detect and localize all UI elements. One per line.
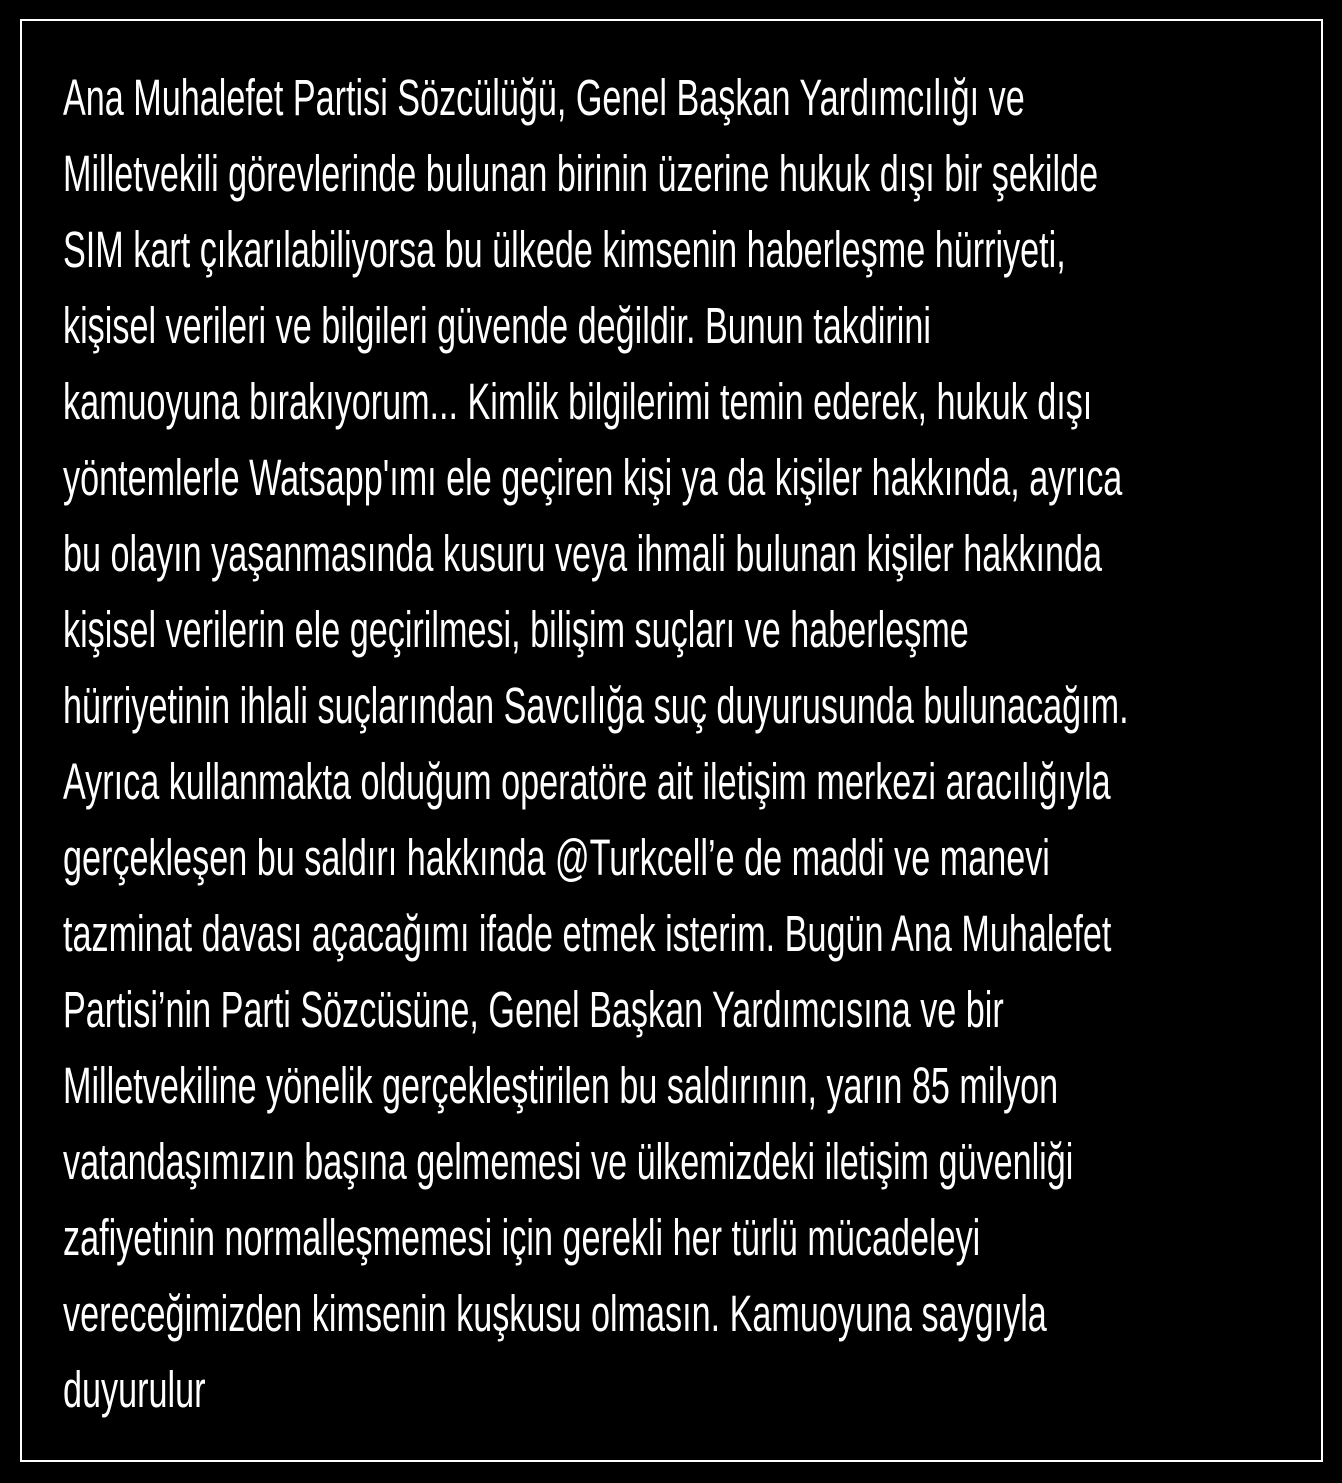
statement-line: Milletvekiline yönelik gerçekleştirilen bu saldırının, yarın 85 milyon [63,1057,1059,1114]
statement-line: bu olayın yaşanmasında kusuru veya ihmali bulunan kişiler hakkında [63,525,1102,582]
statement-line: Ana Muhalefet Partisi Sözcülüğü, Genel Başkan Yardımcılığı ve [63,69,1025,126]
statement-line: Milletvekili görevlerinde bulunan birinin üzerine hukuk dışı bir şekilde [63,145,1099,202]
statement-line: kişisel verilerin ele geçirilmesi, bilişim suçları ve haberleşme [63,601,969,658]
statement-line: vatandaşımızın başına gelmemesi ve ülkemizdeki iletişim güvenliği [63,1133,1074,1190]
statement-line: gerçekleşen bu saldırı hakkında @Turkcell’e de maddi ve manevi [63,829,1050,886]
statement-line: yöntemlerle Watsapp'ımı ele geçiren kişi ya da kişiler hakkında, ayrıca [63,449,1123,506]
statement-line: kişisel verileri ve bilgileri güvende değildir. Bunun takdirini [63,297,931,354]
statement-line: kamuoyuna bırakıyorum... Kimlik bilgilerimi temin ederek, hukuk dışı [63,373,1093,430]
statement-line: zafiyetinin normalleşmemesi için gerekli her türlü mücadeleyi [63,1209,981,1266]
statement-line: Partisi’nin Parti Sözcüsüne, Genel Başkan Yardımcısına ve bir [63,981,1004,1038]
statement-line: SIM kart çıkarılabiliyorsa bu ülkede kimsenin haberleşme hürriyeti, [63,221,1066,278]
statement-line: duyurulur [63,1361,206,1418]
statement-line: hürriyetinin ihlali suçlarından Savcılığa suç duyurusunda bulunacağım. [63,677,1129,734]
statement-text-block [63,60,1342,1428]
statement-line: vereceğimizden kimsenin kuşkusu olmasın. Kamuoyuna saygıyla [63,1285,1047,1342]
statement-line: tazminat davası açacağımı ifade etmek isterim. Bugün Ana Muhalefet [63,905,1112,962]
statement-line: Ayrıca kullanmakta olduğum operatöre ait iletişim merkezi aracılığıyla [63,753,1111,810]
